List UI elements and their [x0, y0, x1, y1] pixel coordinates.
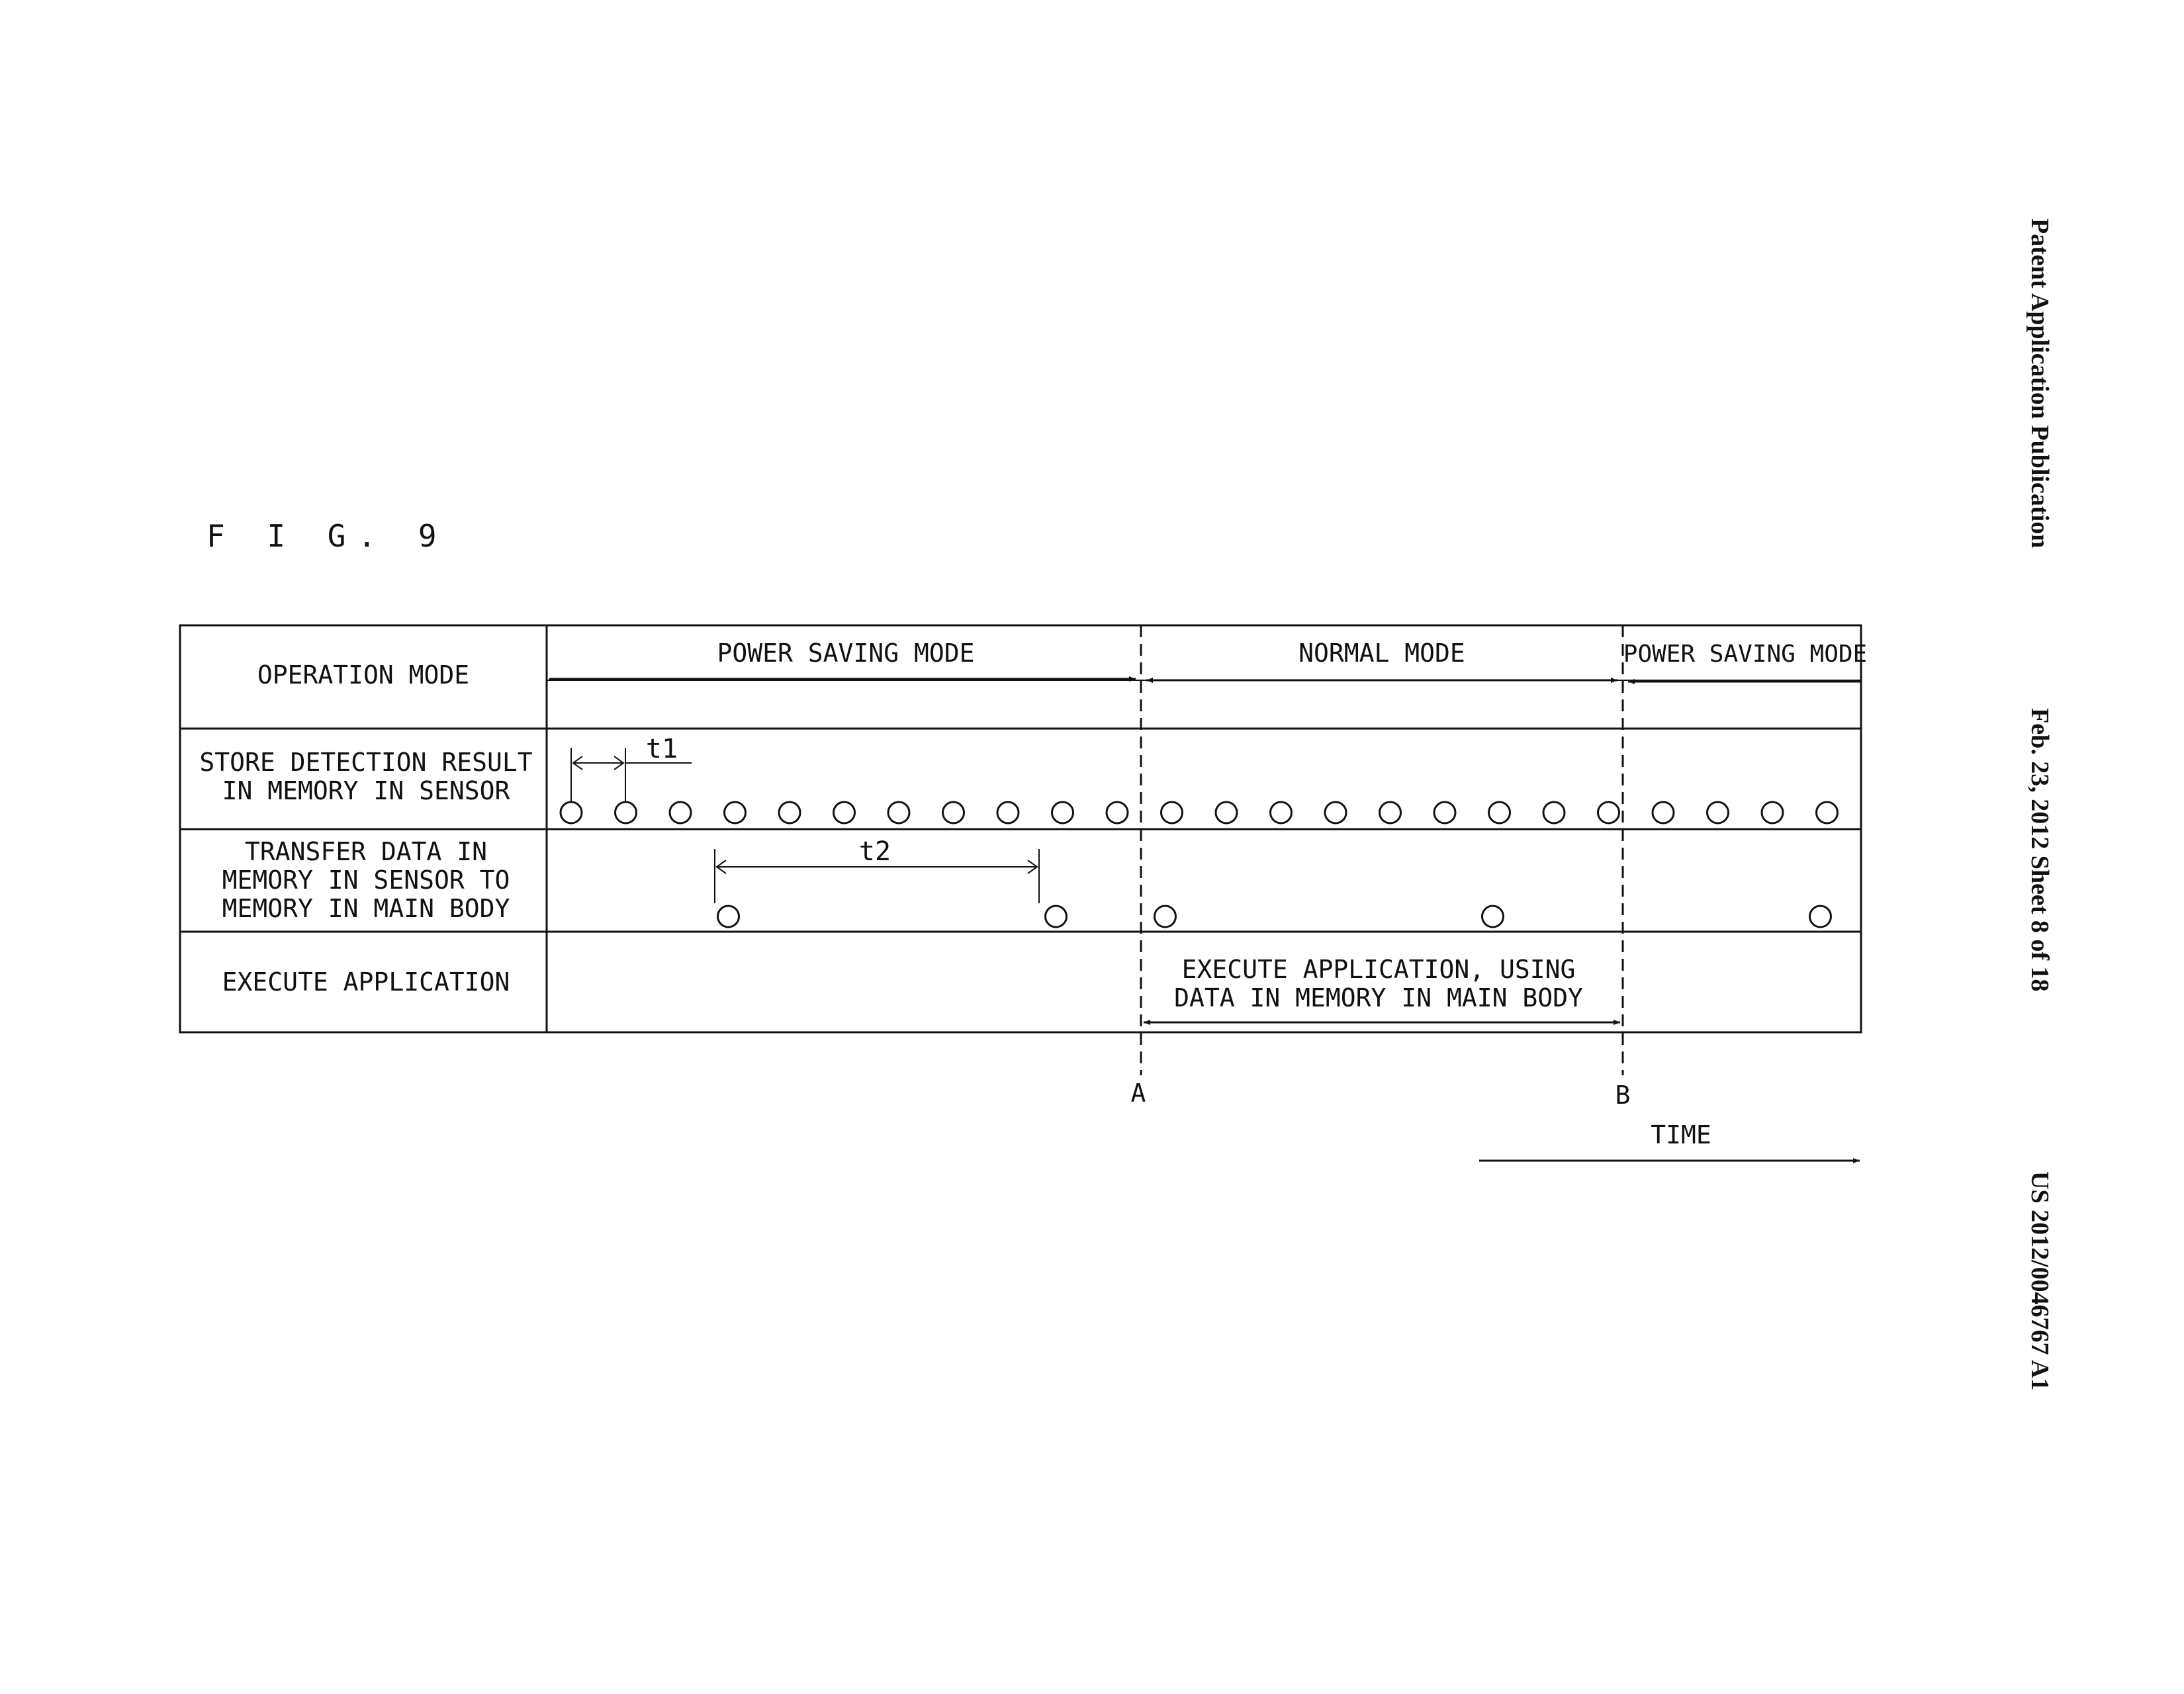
t1-label: t1	[645, 734, 678, 764]
time-label: TIME	[1651, 1120, 1711, 1149]
mode-label-normal: NORMAL MODE	[1298, 639, 1465, 668]
detection-event-circle	[1052, 802, 1073, 823]
detection-event-circle	[1380, 802, 1401, 823]
detection-events	[561, 802, 1838, 823]
mode-label-power-saving-1: POWER SAVING MODE	[717, 639, 975, 668]
detection-event-circle	[1271, 802, 1292, 823]
row-label-execute-application: EXECUTE APPLICATION	[222, 967, 510, 997]
detection-event-circle	[1434, 802, 1455, 823]
transfer-events	[718, 906, 1831, 927]
detection-event-circle	[615, 802, 637, 823]
detection-event-circle	[1817, 802, 1838, 823]
transfer-event-circle	[1810, 906, 1831, 927]
detection-event-circle	[834, 802, 855, 823]
detection-event-circle	[1598, 802, 1619, 823]
row-label-transfer-data-line3: MEMORY IN MAIN BODY	[222, 894, 510, 923]
detection-event-circle	[1216, 802, 1237, 823]
detection-event-circle	[1707, 802, 1729, 823]
detection-event-circle	[725, 802, 746, 823]
row-label-store-detection-line2: IN MEMORY IN SENSOR	[222, 776, 510, 805]
detection-event-circle	[1325, 802, 1346, 823]
detection-event-circle	[561, 802, 582, 823]
row-label-store-detection-line1: STORE DETECTION RESULT	[199, 748, 533, 777]
publication-title: Patent Application Publication	[2026, 218, 2054, 549]
transfer-event-circle	[1046, 906, 1067, 927]
detection-event-circle	[997, 802, 1019, 823]
detection-event-circle	[1161, 802, 1183, 823]
row-label-transfer-data-line1: TRANSFER DATA IN	[244, 837, 488, 866]
marker-a-label: A	[1130, 1079, 1146, 1108]
detection-event-circle	[888, 802, 909, 823]
transfer-event-circle	[1155, 906, 1176, 927]
t2-label: t2	[858, 836, 891, 867]
date-sheet: Feb. 23, 2012 Sheet 8 of 18	[2026, 708, 2054, 992]
detection-event-circle	[1653, 802, 1674, 823]
row-label-transfer-data-line2: MEMORY IN SENSOR TO	[222, 866, 510, 895]
detection-event-circle	[943, 802, 964, 823]
marker-b-label: B	[1615, 1081, 1631, 1110]
transfer-event-circle	[718, 906, 739, 927]
row-label-operation-mode: OPERATION MODE	[257, 660, 470, 690]
detection-event-circle	[779, 802, 800, 823]
detection-event-circle	[1489, 802, 1510, 823]
detection-event-circle	[1107, 802, 1128, 823]
detection-event-circle	[1543, 802, 1565, 823]
document-number: US 2012/0046767 A1	[2026, 1171, 2054, 1391]
detection-event-circle	[670, 802, 691, 823]
transfer-event-circle	[1482, 906, 1504, 927]
detection-event-circle	[1762, 802, 1783, 823]
figure-label: F I G. 9	[206, 518, 449, 554]
execute-label-line2: DATA IN MEMORY IN MAIN BODY	[1174, 983, 1583, 1012]
execute-label-line1: EXECUTE APPLICATION, USING	[1181, 955, 1576, 984]
mode-label-power-saving-2: POWER SAVING MODE	[1623, 641, 1868, 668]
